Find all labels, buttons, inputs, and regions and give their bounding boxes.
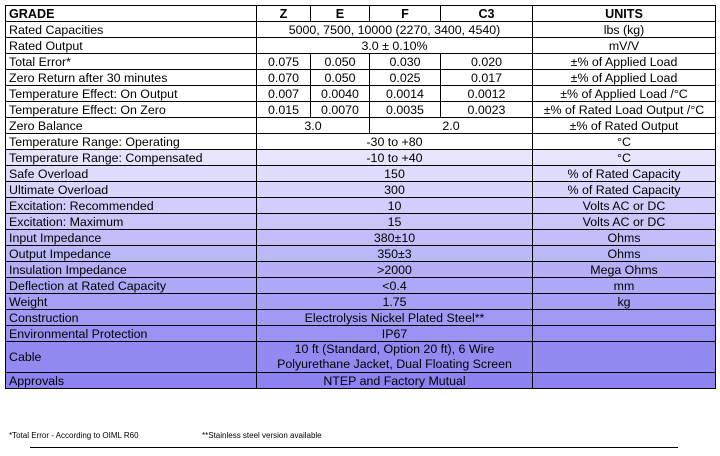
spec-value-grade-c3: 0.020	[441, 54, 533, 70]
spec-value-grade-z: 0.075	[257, 54, 311, 70]
spec-units: Ohms	[533, 230, 716, 246]
spec-units: mV/V	[533, 38, 716, 54]
spec-label: Temperature Range: Compensated	[6, 150, 257, 166]
spec-row-temp-range-compensated	[6, 150, 716, 166]
spec-label: Excitation: Recommended	[6, 198, 257, 214]
spec-units	[533, 373, 716, 389]
spec-row-zero-balance	[6, 118, 716, 134]
spec-value: 150	[257, 166, 533, 182]
spec-row-excitation-maximum	[6, 214, 716, 230]
spec-value-grade-z: 0.015	[257, 102, 311, 118]
spec-row-rated-output	[6, 38, 716, 54]
spec-units: mm	[533, 278, 716, 294]
spec-row-temp-range-operating	[6, 134, 716, 150]
spec-units: ±% of Rated Load Output /°C	[533, 102, 716, 118]
spec-value-grade-c3: 0.017	[441, 70, 533, 86]
header-grade-c3: C3	[441, 6, 533, 22]
spec-label: Excitation: Maximum	[6, 214, 257, 230]
spec-label: Weight	[6, 294, 257, 310]
bottom-divider	[30, 447, 678, 448]
spec-label: Construction	[6, 310, 257, 326]
spec-units: % of Rated Capacity	[533, 166, 716, 182]
spec-value: 10	[257, 198, 533, 214]
specifications-table	[5, 5, 716, 389]
spec-value-grade-e: 0.050	[311, 70, 370, 86]
spec-value-grade-e: 0.050	[311, 54, 370, 70]
spec-value: >2000	[257, 262, 533, 278]
spec-units: Volts AC or DC	[533, 214, 716, 230]
spec-value-grade-c3: 0.0023	[441, 102, 533, 118]
spec-value-grade-z: 0.007	[257, 86, 311, 102]
spec-row-ultimate-overload	[6, 182, 716, 198]
spec-row-approvals	[6, 373, 716, 389]
footnote-stainless: **Stainless steel version available	[202, 431, 322, 440]
spec-value-grade-c3: 0.0012	[441, 86, 533, 102]
spec-row-input-impedance	[6, 230, 716, 246]
spec-row-rated-capacities	[6, 22, 716, 38]
spec-label: Total Error*	[6, 54, 257, 70]
spec-units	[533, 310, 716, 326]
spec-row-output-impedance	[6, 246, 716, 262]
spec-label: Temperature Effect: On Zero	[6, 102, 257, 118]
spec-value: 300	[257, 182, 533, 198]
spec-label: Zero Balance	[6, 118, 257, 134]
spec-row-weight	[6, 294, 716, 310]
spec-value-grade-e: 0.0070	[311, 102, 370, 118]
spec-label: Output Impedance	[6, 246, 257, 262]
spec-units: Mega Ohms	[533, 262, 716, 278]
spec-label: Cable	[6, 342, 257, 373]
spec-row-total-error	[6, 54, 716, 70]
spec-units: ±% of Applied Load	[533, 54, 716, 70]
spec-label: Ultimate Overload	[6, 182, 257, 198]
spec-units: °C	[533, 150, 716, 166]
spec-value: 350±3	[257, 246, 533, 262]
spec-value-grade-z: 0.070	[257, 70, 311, 86]
spec-value-grades-f-c3: 2.0	[370, 118, 533, 134]
spec-value: NTEP and Factory Mutual	[257, 373, 533, 389]
spec-units: lbs (kg)	[533, 22, 716, 38]
header-grade-z: Z	[257, 6, 311, 22]
footnote-total-error: *Total Error - According to OIML R60	[9, 431, 139, 440]
spec-value: 15	[257, 214, 533, 230]
spec-label: Temperature Range: Operating	[6, 134, 257, 150]
spec-units: ±% of Rated Output	[533, 118, 716, 134]
spec-label: Insulation Impedance	[6, 262, 257, 278]
spec-value: Electrolysis Nickel Plated Steel**	[257, 310, 533, 326]
spec-value-grade-f: 0.025	[370, 70, 441, 86]
spec-row-construction	[6, 310, 716, 326]
header-grade-e: E	[311, 6, 370, 22]
spec-value-grades-z-e: 3.0	[257, 118, 370, 134]
spec-value-grade-e: 0.0040	[311, 86, 370, 102]
spec-units: °C	[533, 134, 716, 150]
header-grade: GRADE	[6, 6, 257, 22]
spec-value: -30 to +80	[257, 134, 533, 150]
spec-value-grade-f: 0.0014	[370, 86, 441, 102]
spec-label: Environmental Protection	[6, 326, 257, 342]
spec-label: Temperature Effect: On Output	[6, 86, 257, 102]
spec-units: % of Rated Capacity	[533, 182, 716, 198]
spec-value: 5000, 7500, 10000 (2270, 3400, 4540)	[257, 22, 533, 38]
spec-row-temp-effect-output	[6, 86, 716, 102]
specifications-table-body	[6, 6, 716, 389]
spec-units	[533, 342, 716, 373]
spec-units: Ohms	[533, 246, 716, 262]
spec-label: Rated Capacities	[6, 22, 257, 38]
spec-value-grade-f: 0.030	[370, 54, 441, 70]
spec-row-deflection	[6, 278, 716, 294]
spec-row-temp-effect-zero	[6, 102, 716, 118]
spec-value: 1.75	[257, 294, 533, 310]
header-units: UNITS	[533, 6, 716, 22]
spec-row-excitation-recommended	[6, 198, 716, 214]
spec-value: 3.0 ± 0.10%	[257, 38, 533, 54]
spec-label: Zero Return after 30 minutes	[6, 70, 257, 86]
spec-units: Volts AC or DC	[533, 198, 716, 214]
header-grade-f: F	[370, 6, 441, 22]
spec-units: ±% of Applied Load /°C	[533, 86, 716, 102]
spec-row-safe-overload	[6, 166, 716, 182]
spec-value: -10 to +40	[257, 150, 533, 166]
spec-row-insulation-impedance	[6, 262, 716, 278]
spec-label: Safe Overload	[6, 166, 257, 182]
spec-label: Input Impedance	[6, 230, 257, 246]
spec-row-cable	[6, 342, 716, 373]
spec-value: 380±10	[257, 230, 533, 246]
header-row	[6, 6, 716, 22]
spec-row-environmental-protection	[6, 326, 716, 342]
spec-units	[533, 326, 716, 342]
spec-label: Deflection at Rated Capacity	[6, 278, 257, 294]
spec-value: 10 ft (Standard, Option 20 ft), 6 Wire Polyurethane Jacket, Dual Floating Screen	[257, 342, 533, 373]
spec-units: kg	[533, 294, 716, 310]
spec-units: ±% of Applied Load	[533, 70, 716, 86]
spec-value: IP67	[257, 326, 533, 342]
spec-row-zero-return	[6, 70, 716, 86]
spec-value: <0.4	[257, 278, 533, 294]
spec-value-grade-f: 0.0035	[370, 102, 441, 118]
spec-label: Rated Output	[6, 38, 257, 54]
spec-label: Approvals	[6, 373, 257, 389]
